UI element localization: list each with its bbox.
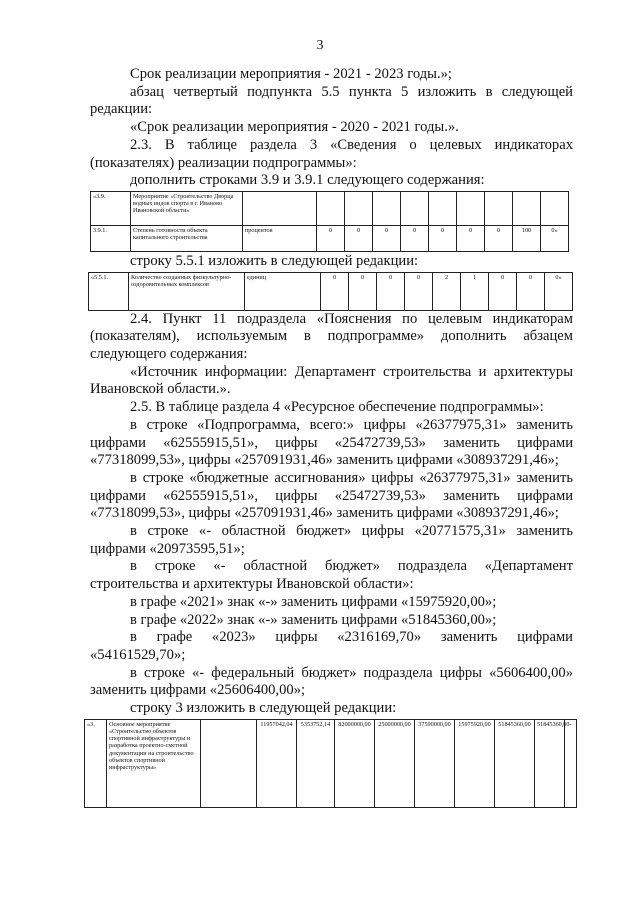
row-value: 0 (457, 225, 485, 251)
row-value (429, 191, 457, 225)
row-value (345, 191, 373, 225)
row-value: 0» (541, 225, 569, 251)
row-value: 0 (485, 225, 513, 251)
resource-table-row-3 (84, 719, 577, 808)
row-value: 0» (545, 272, 573, 310)
row-unit: процентов (243, 225, 317, 251)
row-value: 37590000,00 (415, 719, 455, 807)
row-value: 11957042,04 (257, 719, 297, 807)
row-value: 0 (349, 272, 377, 310)
table-row (85, 719, 577, 807)
document-body (87, 66, 573, 808)
row-value: 0 (321, 272, 349, 310)
paragraph-6: строку 5.5.1 изложить в следующей редакции: (130, 252, 419, 269)
row-value: 0 (317, 225, 345, 251)
row-name: Основное мероприятие «Строительство объектов спортивной инфраструктуры и разработка проектно-сметной документации на строительство объектов спортивной инфраструктуры» (107, 719, 201, 807)
row-value: 5353752,14 (297, 719, 335, 807)
row-value (541, 191, 569, 225)
paragraph-3: «Срок реализации мероприятия - 2020 - 2021 годы.». (130, 119, 459, 136)
paragraph-1: Срок реализации мероприятия - 2021 - 2023 годы.»; (130, 66, 452, 82)
paragraph-18: строку 3 изложить в следующей редакции: (130, 700, 397, 717)
paragraph-14: в графе «2021» знак «-» заменить цифрами «15975920,00»; (130, 593, 497, 610)
table-row (91, 191, 569, 225)
row-number: «3. (85, 719, 107, 807)
row-value: 0 (489, 272, 517, 310)
paragraph-2: абзац четвертый подпункта 5.5 пункта 5 изложить в следующей редакции: (90, 83, 573, 118)
row-unit: единиц (245, 272, 321, 310)
row-value: 100 (513, 225, 541, 251)
row-value: 0 (373, 225, 401, 251)
table-row (91, 225, 569, 251)
row-value: - (565, 719, 577, 807)
row-value (457, 191, 485, 225)
row-value: 51845360,00 (495, 719, 535, 807)
indicator-table-3-9 (90, 191, 569, 252)
paragraph-13: в строке «- областной бюджет» подраздела «Департамент строительства и архитектуры Ивановской области»: (90, 558, 573, 593)
row-number: «3.9. (91, 191, 131, 225)
indicator-table-5-5-1 (88, 272, 573, 311)
paragraph-10: в строке «Подпрограмма, всего:» цифры «26377975,31» заменить цифрами «62555915,51», цифры «25472739,53» заменить цифрами «77318099,53», цифры «257091931,46» заменить цифрами «308937291,46»; (90, 416, 573, 469)
paragraph-16: в графе «2023» цифры «2316169,70» заменить цифрами «54161529,70»; (90, 629, 573, 663)
paragraph-12: в строке «- областной бюджет» цифры «20771575,31» заменить цифрами «20973595,51»; (90, 523, 573, 557)
paragraph-7: 2.4. Пункт 11 подраздела «Пояснения по целевым индикаторам (показателям), используемым в подпрограмме» дополнить абзацем следующего содержания: (90, 310, 573, 363)
row-value (317, 191, 345, 225)
row-name: Количество созданных физкультурно-оздоровительных комплексов (129, 272, 245, 310)
paragraph-5: дополнить строками 3.9 и 3.9.1 следующего содержания: (130, 172, 485, 189)
row-value (513, 191, 541, 225)
row-name: Степень готовности объекта капитального строительства (131, 225, 243, 251)
row-number: 3.9.1. (91, 225, 131, 251)
paragraph-15: в графе «2022» знак «-» заменить цифрами «51845360,00»; (130, 611, 497, 628)
paragraph-9: 2.5. В таблице раздела 4 «Ресурсное обеспечение подпрограммы»: (130, 399, 544, 416)
row-value: 0 (345, 225, 373, 251)
table-row (89, 272, 573, 310)
page-number: 3 (316, 38, 324, 53)
row-value: 0 (429, 225, 457, 251)
paragraph-8: «Источник информации: Департамент строительства и архитектуры Ивановской области.». (90, 363, 573, 398)
row-value: 1 (461, 272, 489, 310)
row-value: 0 (401, 225, 429, 251)
row-value: 51845360,00 (535, 719, 565, 807)
paragraph-4: 2.3. В таблице раздела 3 «Сведения о целевых индикаторах (показателях) реализации подпрограммы»: (90, 136, 573, 171)
row-value: 2 (433, 272, 461, 310)
row-value (401, 191, 429, 225)
row-value: 0 (517, 272, 545, 310)
row-value (485, 191, 513, 225)
row-number: «5.5.1. (89, 272, 129, 310)
paragraph-17: в строке «- федеральный бюджет» подраздела цифры «5606400,00» заменить цифрами «25606400,00»; (90, 664, 573, 699)
row-value: 82000000,00 (335, 719, 375, 807)
paragraph-11: в строке «бюджетные ассигнования» цифры «26377975,31» заменить цифрами «62555915,51», цифры «25472739,53» заменить цифрами «77318099,53», цифры «257091931,46» заменить цифрами «308937291,46»; (90, 469, 573, 522)
row-unit (243, 191, 317, 225)
row-value: 25000000,00 (375, 719, 415, 807)
row-value: 0 (377, 272, 405, 310)
row-value: 15975920,00 (455, 719, 495, 807)
row-name: Мероприятие «Строительство Дворца водных видов спорта в г. Иваново Ивановской области» (131, 191, 243, 225)
row-value: 0 (405, 272, 433, 310)
row-executor (201, 719, 257, 807)
row-value (373, 191, 401, 225)
